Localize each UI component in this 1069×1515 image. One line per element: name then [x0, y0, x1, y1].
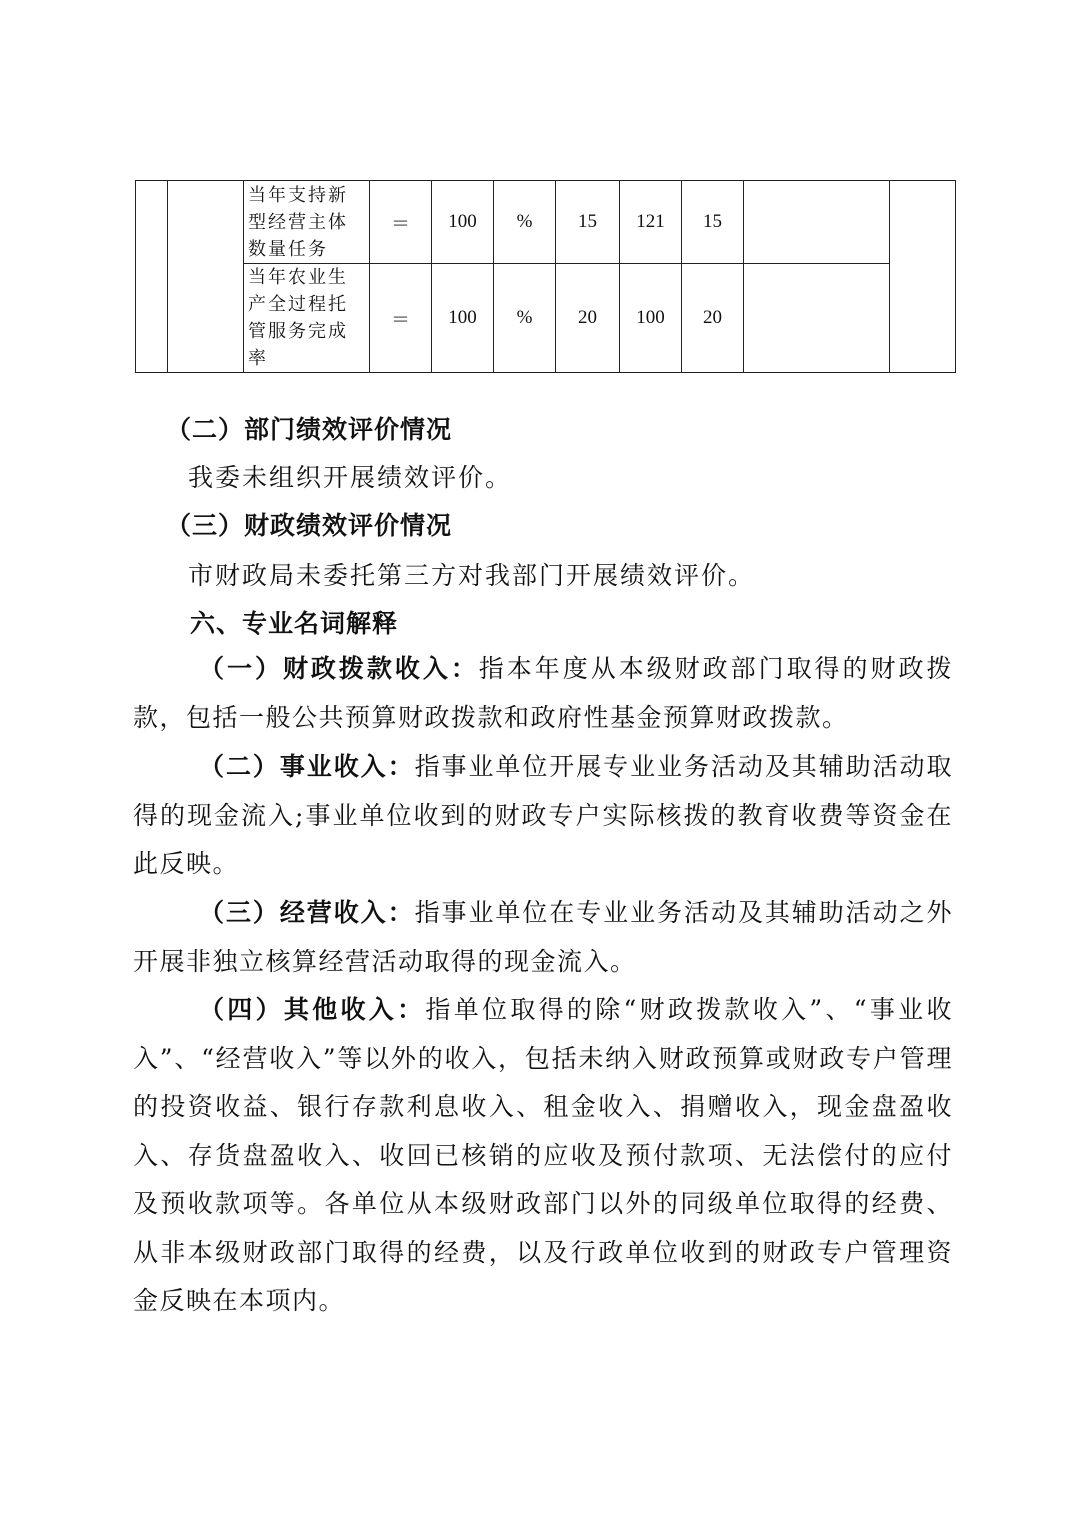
- unit-cell: %: [494, 264, 556, 373]
- term-definition: 指事业单位在专业业务活动及其辅助活动之外开展非独立核算经营活动取得的现金流入。: [133, 898, 953, 976]
- target-value-cell: 100: [432, 264, 494, 373]
- score-cell: 20: [682, 264, 744, 373]
- table-cell-blank: [136, 181, 168, 373]
- section-heading-terms: 六、专业名词解释: [190, 609, 399, 638]
- table-row: [136, 264, 956, 373]
- unit-cell: %: [494, 181, 556, 264]
- operator-cell: ＝: [370, 264, 432, 373]
- section-heading-dept-eval: （二）部门绩效评价情况: [166, 415, 453, 444]
- section-heading-fin-eval: （三）财政绩效评价情况: [166, 511, 453, 540]
- score-cell: 15: [682, 181, 744, 264]
- fin-eval-text: 市财政局未委托第三方对我部门开展绩效评价。: [188, 561, 756, 590]
- indicator-name-cell: 当年支持新型经营主体数量任务: [244, 181, 370, 264]
- target-value-cell: 100: [432, 181, 494, 264]
- term-label: （二）事业收入：: [199, 752, 415, 781]
- performance-indicator-table: [135, 180, 956, 373]
- weight-cell: 15: [556, 181, 620, 264]
- term-paragraph: [133, 986, 953, 1326]
- actual-value-cell: 100: [620, 264, 682, 373]
- term-definition: 指单位取得的除“财政拨款收入”、“事业收入”、“经营收入”等以外的收入，包括未纳入财政预算或财政专户管理的投资收益、银行存款利息收入、租金收入、捐赠收入，现金盘盈收入、存货盘盈收入、收回已核销的应收及预付款项、无法偿付的应付及预收款项等。各单位从本级财政部门以外的同级单位取得的经费、从非本级财政部门取得的经费，以及行政单位收到的财政专户管理资金反映在本项内。: [133, 995, 953, 1315]
- indicator-name-cell: 当年农业生产全过程托管服务完成率: [244, 264, 370, 373]
- table-row: [136, 181, 956, 264]
- dept-eval-text: 我委未组织开展绩效评价。: [188, 463, 513, 492]
- term-paragraph: [133, 743, 953, 889]
- term-definition: 指本年度从本级财政部门取得的财政拨款，包括一般公共预算财政拨款和政府性基金预算财政拨款。: [133, 654, 953, 732]
- term-definition: 指事业单位开展专业业务活动及其辅助活动取得的现金流入;事业单位收到的财政专户实际核拨的教育收费等资金在此反映。: [133, 752, 953, 878]
- note-cell: [744, 181, 890, 264]
- term-label: （四）其他收入：: [199, 995, 426, 1024]
- term-label: （三）经营收入：: [199, 898, 415, 927]
- actual-value-cell: 121: [620, 181, 682, 264]
- term-paragraph: [133, 889, 953, 986]
- table-cell-blank: [168, 181, 244, 373]
- weight-cell: 20: [556, 264, 620, 373]
- term-paragraph: [133, 645, 953, 742]
- term-label: （一）财政拨款收入：: [199, 654, 479, 683]
- note-cell: [744, 264, 890, 373]
- operator-cell: ＝: [370, 181, 432, 264]
- table-cell-blank: [890, 181, 956, 373]
